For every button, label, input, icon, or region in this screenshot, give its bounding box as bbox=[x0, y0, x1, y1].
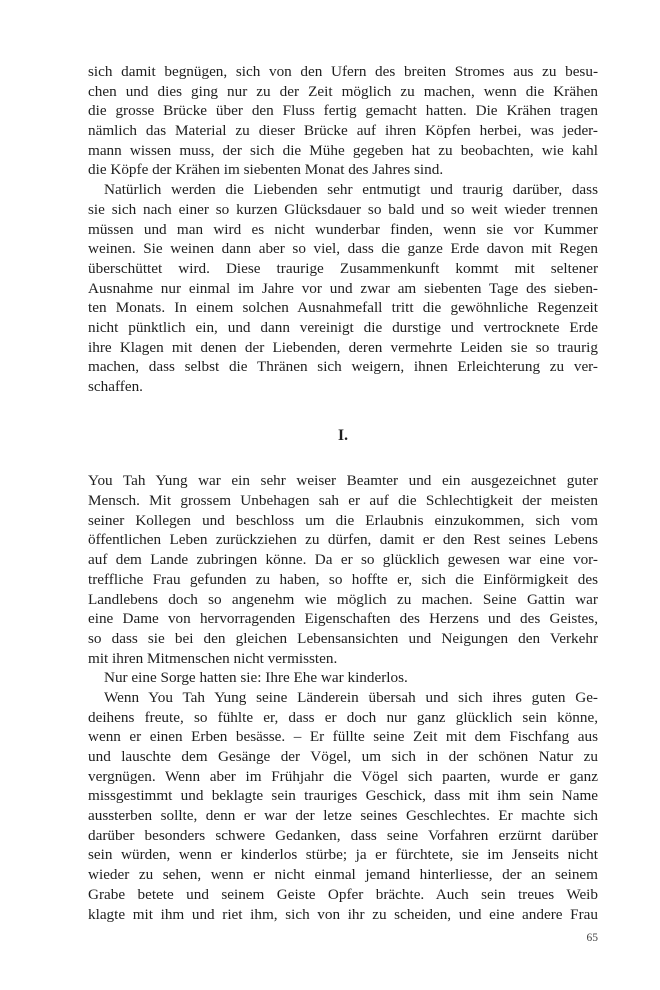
text-line: Nur eine Sorge hatten sie: Ihre Ehe war kinderlos. bbox=[104, 669, 408, 687]
text-line: schaffen. bbox=[88, 378, 143, 395]
text-line: öffentlichen Leben zurückziehen zu dürfen, damit er den Rest seines Lebens bbox=[88, 531, 598, 549]
text-line: mit ihren Mitmenschen nicht vermissten. bbox=[88, 649, 338, 667]
text-line: deihens freute, so fühlte er, dass er doch nur ganz glücklich sein könne, bbox=[88, 708, 598, 726]
text-line: ihre Klagen mit denen der Liebenden, deren vermehrte Leiden sie so traurig bbox=[88, 338, 598, 356]
text-line: darüber besonders schwere Gedanken, dass seine Vorfahren erzürnt darüber bbox=[88, 826, 598, 844]
text-line: Wenn You Tah Yung seine Länderein übersah und sich ihres guten Ge- bbox=[104, 688, 598, 706]
text-line: und lauschte dem Gesänge der Vögel, um sich in der schönen Natur zu bbox=[88, 748, 598, 765]
text-line: sein würden, wenn er kinderlos stürbe; ja er fürchtete, sie im Jenseits nicht bbox=[88, 846, 598, 864]
text-line: ten Monats. In einem solchen Ausnahmefall tritt die gewöhnliche Regenzeit bbox=[88, 299, 598, 317]
text-line: sich damit begnügen, sich von den Ufern des breiten Stromes aus zu besu- bbox=[88, 63, 598, 80]
text-line: vergnügen. Wenn aber im Frühjahr die Vögel sich paarten, wurde er ganz bbox=[88, 767, 598, 785]
text-line: klagte mit ihm und riet ihm, sich von ihr zu scheiden, und eine andere Frau bbox=[88, 905, 598, 923]
text-line: Natürlich werden die Liebenden sehr entmutigt und traurig darüber, dass bbox=[104, 181, 598, 199]
text-line: nämlich das Material zu dieser Brücke auf ihren Köpfen herbei, was jeder- bbox=[88, 122, 598, 140]
text-line: die Köpfe der Krähen im siebenten Monat des Jahres sind. bbox=[88, 161, 444, 179]
text-line: Landlebens doch so angenehm wie möglich zu machen. Seine Gattin war bbox=[88, 590, 598, 608]
section-heading: I. bbox=[338, 426, 348, 444]
text-line: müssen und man wird es nicht wunderbar finden, wenn sie vor Kummer bbox=[88, 220, 598, 238]
text-line: Grabe betete und seinem Geiste Opfer brächte. Auch sein treues Weib bbox=[88, 885, 598, 903]
page-body bbox=[88, 62, 598, 924]
text-line: You Tah Yung war ein sehr weiser Beamter und ein ausgezeichnet guter bbox=[88, 472, 598, 490]
text-line: auf dem Lande zubringen könne. Da er so glücklich gewesen war eine vor- bbox=[88, 551, 598, 569]
paragraph bbox=[88, 62, 598, 180]
text-line: Mensch. Mit grossem Unbehagen sah er auf die Schlechtigkeit der meisten bbox=[88, 492, 598, 510]
text-line: wenn er einen Erben besässe. – Er füllte seine Zeit mit dem Fischfang aus bbox=[88, 728, 598, 746]
text-line: chen und dies ging nur zu der Zeit möglich zu machen, wenn die Krähen bbox=[88, 82, 598, 100]
paragraph bbox=[88, 688, 598, 924]
text-line: so dass sie bei den gleichen Lebensansichten und Neigungen den Verkehr bbox=[88, 629, 598, 647]
text-line: machen, dass selbst die Thränen sich weigern, ihnen Erleichterung zu ver- bbox=[88, 358, 598, 376]
text-line: sie sich nach einer so kurzen Glücksdauer so bald und so weit wieder trennen bbox=[88, 200, 598, 218]
text-line: eine Dame von hervorragenden Eigenschaften des Herzens und des Geistes, bbox=[88, 610, 598, 628]
text-line: missgestimmt und beklagte sein trauriges Geschick, dass mit ihm sein Name bbox=[88, 787, 598, 805]
text-line: mann wissen muss, der sich die Mühe gegeben hat zu beobachten, wie kahl bbox=[88, 141, 598, 159]
text-line: treffliche Frau gefunden zu haben, so hoffte er, sich die Einförmigkeit des bbox=[88, 570, 598, 588]
text-line: seiner Kollegen und beschloss um die Erlaubnis einzukommen, sich vom bbox=[88, 511, 598, 529]
paragraph bbox=[88, 471, 598, 668]
paragraph bbox=[88, 668, 598, 688]
text-line: weinen. Sie weinen dann aber so viel, dass die ganze Erde davon mit Regen bbox=[88, 240, 598, 258]
text-block-bottom bbox=[88, 471, 598, 924]
page-number: 65 bbox=[586, 932, 598, 944]
text-line: nicht pünktlich ein, und dann vereinigt die durstige und vertrocknete Erde bbox=[88, 318, 598, 336]
text-line: überschüttet wird. Diese traurige Zusammenkunft kommt mit seltener bbox=[88, 259, 598, 277]
text-line: die grosse Brücke über den Fluss fertig gemacht hatten. Die Krähen tragen bbox=[88, 102, 598, 120]
paragraph bbox=[88, 180, 598, 397]
text-line: wieder zu sehen, wenn er nicht einmal jemand hinterliesse, der an seinem bbox=[88, 866, 598, 884]
text-line: aussterben sollte, denn er war der letze seines Geschlechtes. Er machte sich bbox=[88, 807, 598, 825]
text-block-top bbox=[88, 62, 598, 397]
text-line: Ausnahme nur einmal im Jahre vor und zwar am siebenten Tage des sieben- bbox=[88, 279, 598, 297]
